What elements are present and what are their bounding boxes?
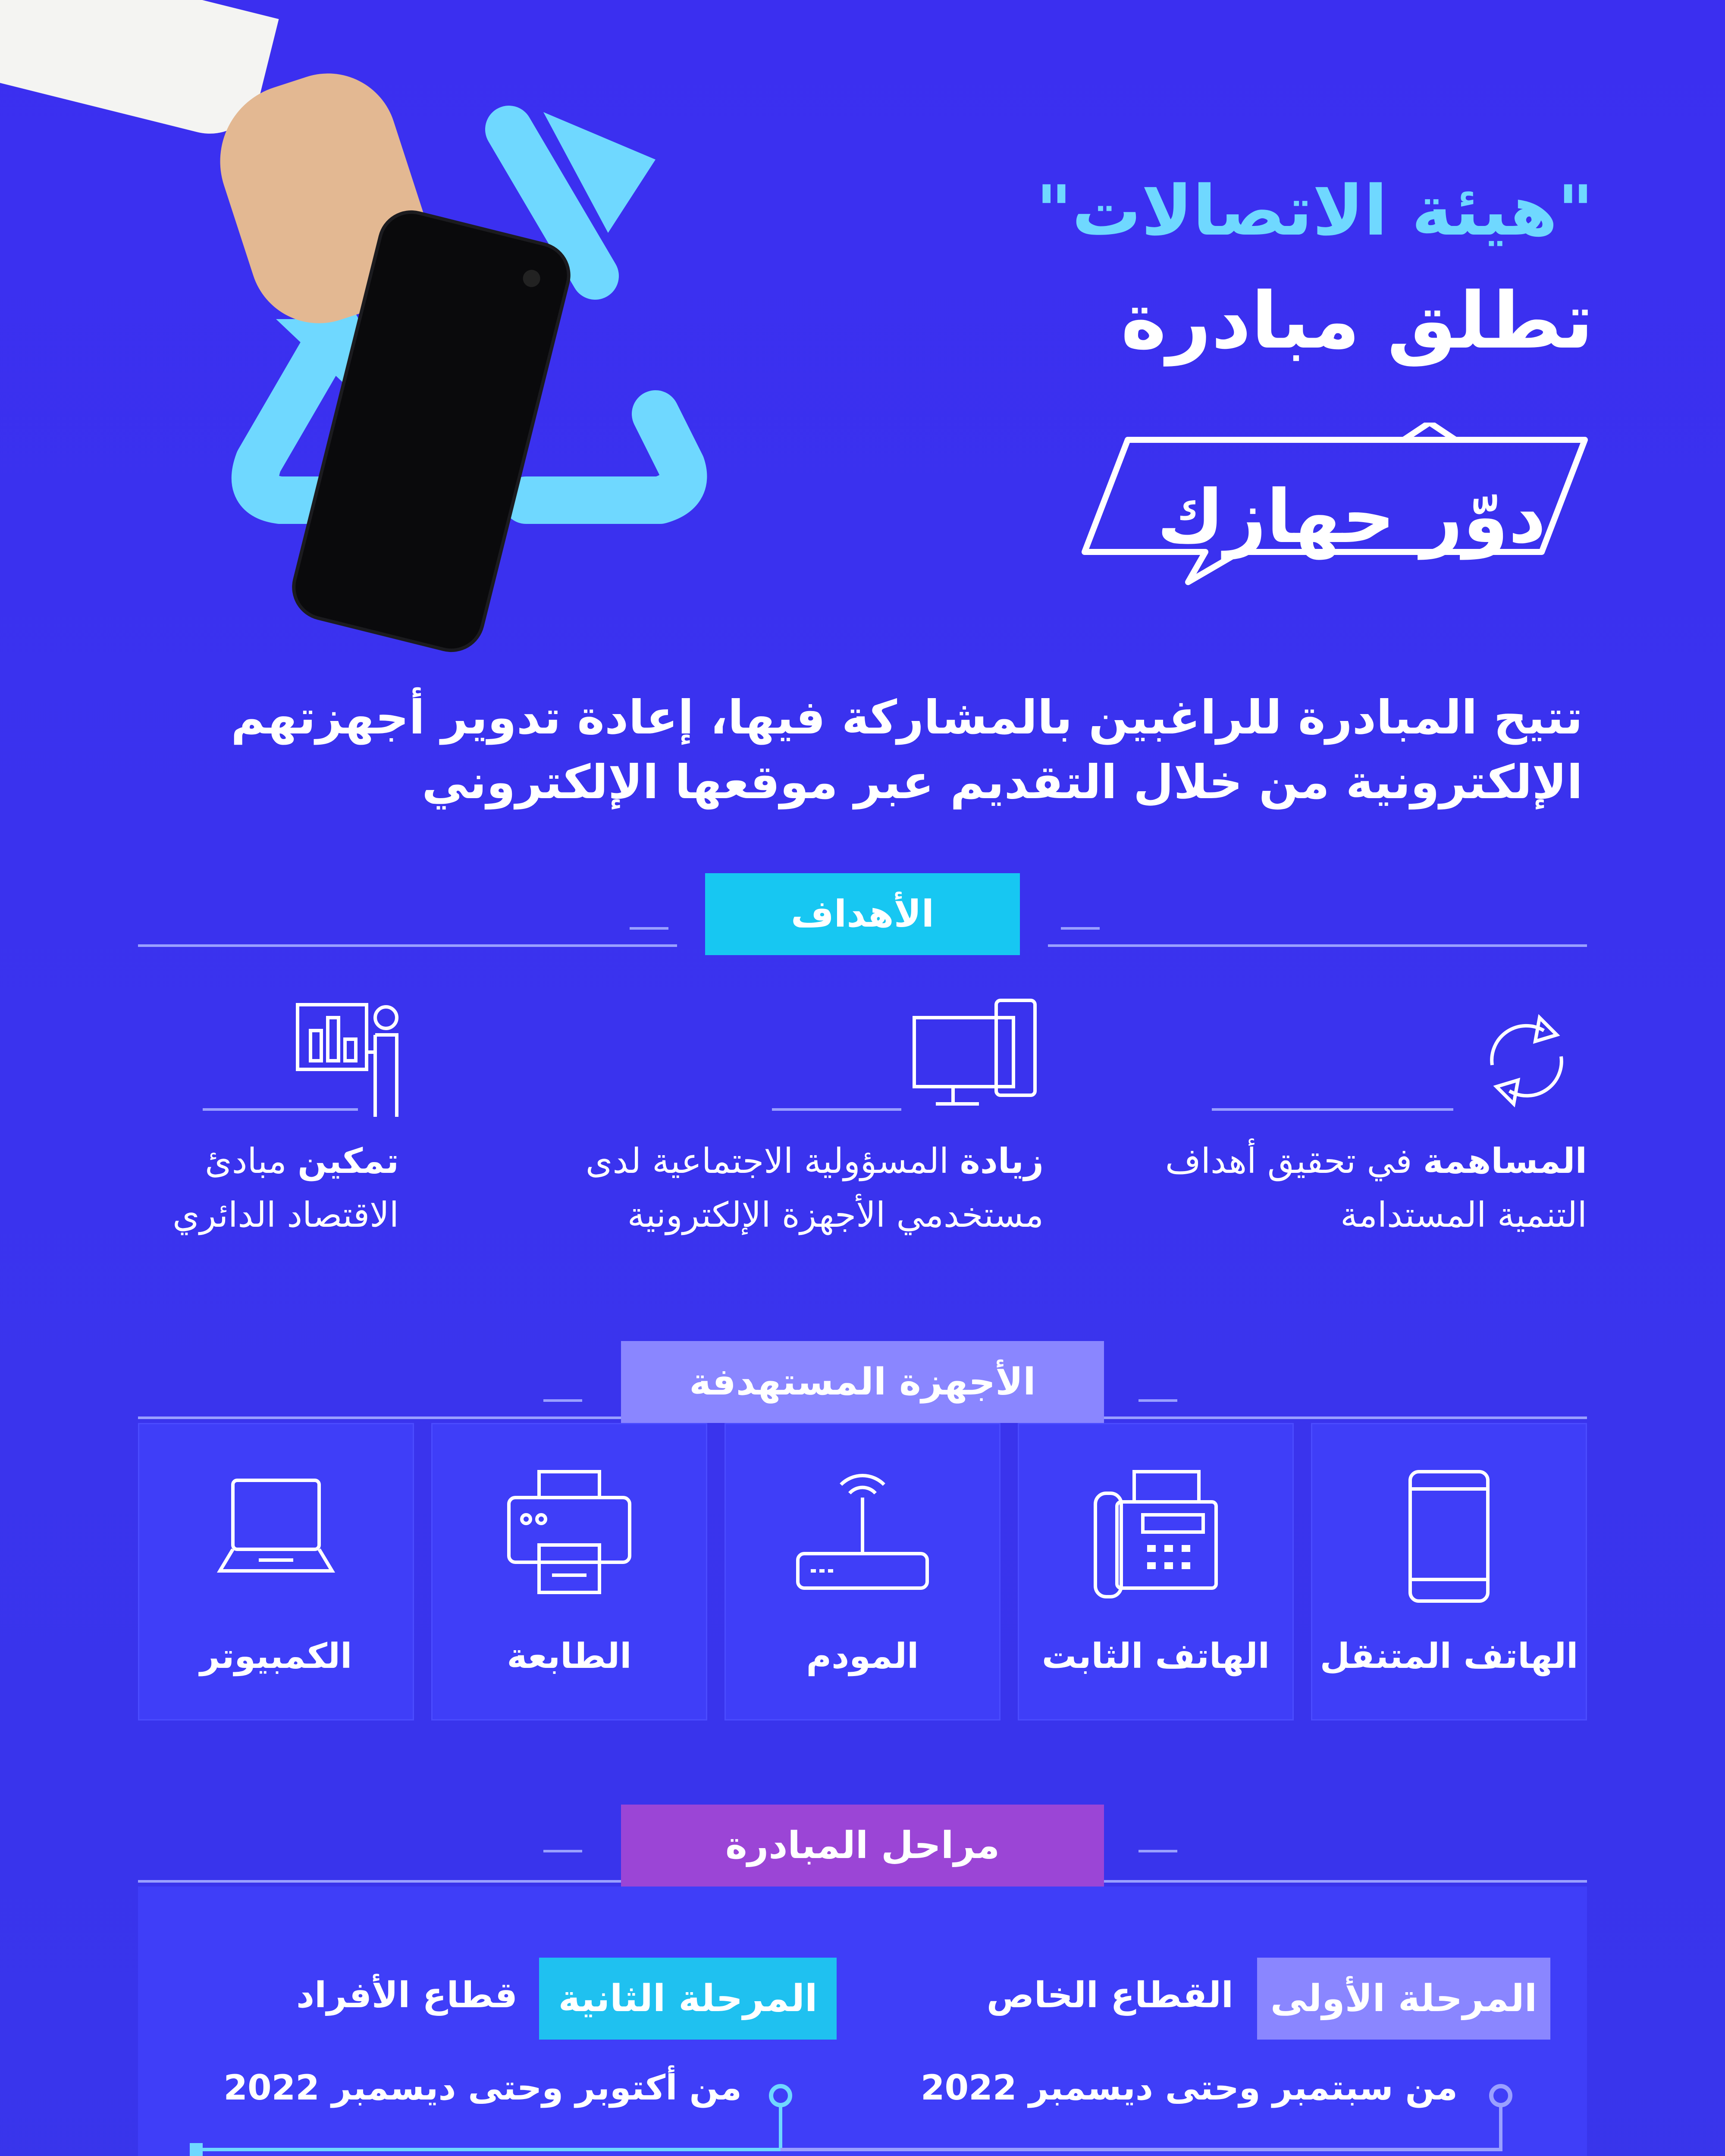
phases-divider-left bbox=[138, 1880, 621, 1883]
recycle-arrows-icon bbox=[1466, 1000, 1587, 1121]
phase-1-dates: من سبتمبر وحتى ديسمبر 2022 bbox=[920, 2068, 1458, 2108]
goal-1-rest: في تحقيق أهداف التنمية المستدامة bbox=[1165, 1141, 1587, 1235]
device-card-mobile bbox=[1311, 1423, 1587, 1720]
goals-divider-right-dash bbox=[1061, 927, 1100, 930]
modem-icon bbox=[794, 1467, 932, 1605]
goal-3-text bbox=[123, 1134, 399, 1242]
goal-3-rest: مبادئ الاقتصاد الدائري bbox=[172, 1141, 399, 1235]
device-label-printer: الطابعة bbox=[507, 1636, 632, 1676]
goal-3-line bbox=[203, 1108, 358, 1111]
landline-phone-icon bbox=[1091, 1467, 1220, 1605]
printer-icon bbox=[505, 1467, 634, 1597]
laptop-icon bbox=[216, 1467, 336, 1588]
phase-2-sector: قطاع الأفراد bbox=[296, 1975, 518, 2016]
goals-divider-left-dash bbox=[630, 927, 668, 930]
phases-divider-right-dash bbox=[1138, 1850, 1177, 1852]
goal-2-rest: المسؤولية الاجتماعية لدى مستخدمي الأجهزة الإلكترونية bbox=[585, 1141, 1044, 1235]
hero-title-launch: تطلق مبادرة bbox=[1120, 276, 1593, 366]
devices-divider-left-dash bbox=[543, 1399, 582, 1402]
goal-1-bold: المساهمة bbox=[1423, 1141, 1587, 1181]
device-card-landline bbox=[1018, 1423, 1294, 1720]
devices-divider-left bbox=[138, 1416, 621, 1419]
goal-2-text bbox=[483, 1134, 1044, 1242]
intro-text: تتيح المبادرة للراغبين بالمشاركة فيها، إعادة تدوير أجهزتهم الإلكترونية من خلال التقديم عبر موقعها الإلكتروني bbox=[231, 691, 1583, 809]
devices-divider-right bbox=[1104, 1416, 1587, 1419]
presenter-board-icon bbox=[289, 996, 410, 1121]
goal-1-text bbox=[1113, 1134, 1587, 1242]
hero-title-quote: "هيئة الاتصالات" bbox=[1036, 170, 1593, 251]
phase-1-tag: المرحلة الأولى bbox=[1257, 1958, 1550, 2040]
device-card-modem bbox=[724, 1423, 1000, 1720]
device-label-mobile: الهاتف المتنقل bbox=[1320, 1636, 1578, 1676]
goal-1-line bbox=[1212, 1108, 1453, 1111]
goal-2-bold: زيادة bbox=[960, 1141, 1044, 1181]
device-label-landline: الهاتف الثابت bbox=[1041, 1636, 1270, 1676]
goals-divider-right bbox=[1048, 944, 1587, 947]
phase-1-sector: القطاع الخاص bbox=[986, 1975, 1233, 2016]
initiative-logo-text: دوّر جهازك bbox=[1157, 474, 1546, 560]
phases-timeline bbox=[190, 2078, 1527, 2156]
goal-2-line bbox=[772, 1108, 901, 1111]
devices-section-label: الأجهزة المستهدفة bbox=[621, 1341, 1104, 1423]
device-label-modem: المودم bbox=[806, 1636, 919, 1676]
goals-divider-left bbox=[138, 944, 677, 947]
device-label-laptop: الكمبيوتر bbox=[200, 1636, 352, 1676]
phase-2-dates: من أكتوبر وحتى ديسمبر 2022 bbox=[223, 2068, 742, 2108]
phase-2-tag: المرحلة الثانية bbox=[539, 1958, 837, 2040]
device-card-printer bbox=[431, 1423, 707, 1720]
goal-3-bold: تمكين bbox=[298, 1141, 399, 1181]
computer-devices-icon bbox=[906, 996, 1044, 1117]
initiative-logo bbox=[1076, 423, 1593, 586]
phases-divider-left-dash bbox=[543, 1850, 582, 1852]
mobile-phone-icon bbox=[1406, 1467, 1492, 1605]
phases-divider-right bbox=[1104, 1880, 1587, 1883]
goals-section-label: الأهداف bbox=[705, 873, 1020, 955]
device-card-laptop bbox=[138, 1423, 414, 1720]
phases-section-label: مراحل المبادرة bbox=[621, 1805, 1104, 1887]
devices-divider-right-dash bbox=[1138, 1399, 1177, 1402]
